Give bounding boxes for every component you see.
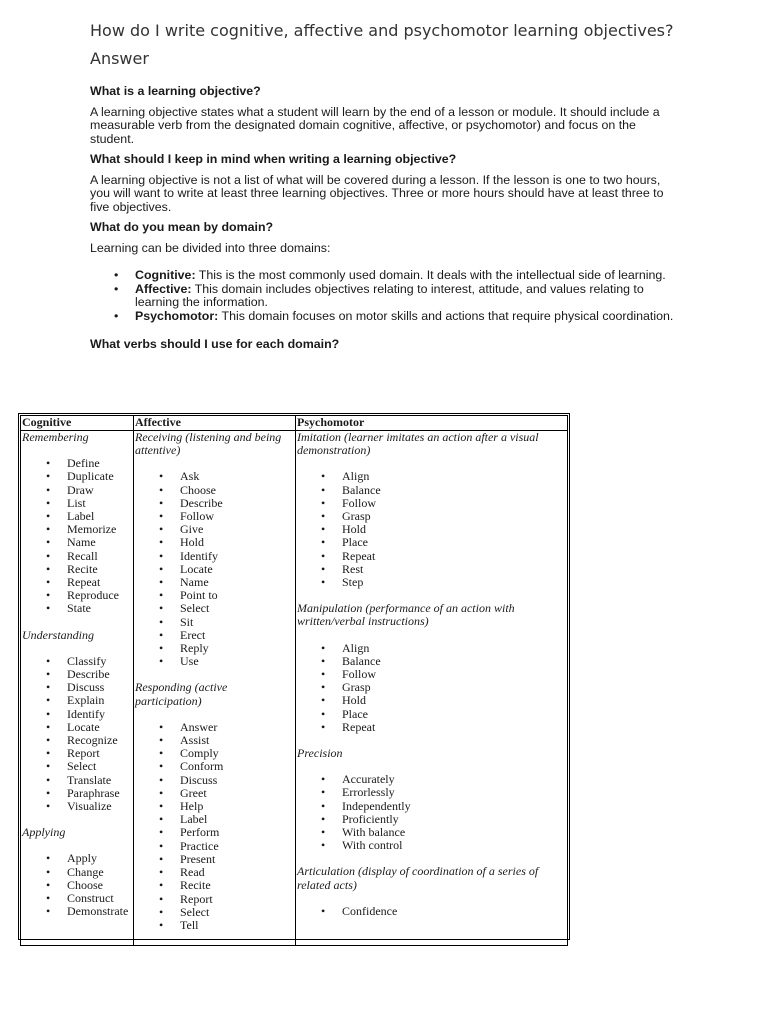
list-item: • Locate: [46, 721, 133, 734]
list-item: • Repeat: [321, 721, 567, 734]
column-header-affective: Affective: [134, 416, 296, 431]
list-item: • List: [46, 497, 133, 510]
list-item: • Hold: [321, 694, 567, 707]
column-header-cognitive: Cognitive: [21, 416, 134, 431]
column-header-psychomotor: Psychomotor: [296, 416, 568, 431]
list-item: • Confidence: [321, 905, 567, 918]
list-item: • Apply: [46, 852, 133, 865]
list-item: • Sit: [159, 616, 295, 629]
list-item: • Describe: [46, 668, 133, 681]
list-item: • Read: [159, 866, 295, 879]
list-item: • Demonstrate: [46, 905, 133, 918]
domain-item-affective: [114, 283, 680, 310]
list-item: • With control: [321, 839, 567, 852]
psychomotor-cell: [296, 431, 568, 946]
list-item: • Reply: [159, 642, 295, 655]
question-keep-in-mind: What should I keep in mind when writing a learning objective?: [90, 152, 457, 166]
list-item: • State: [46, 602, 133, 615]
affective-cell: [134, 431, 296, 946]
list-item: • Follow: [159, 510, 295, 523]
list-item: • Tell: [159, 919, 295, 932]
list-item: • Name: [46, 536, 133, 549]
verb-list: [135, 721, 295, 932]
domain-name: Affective:: [135, 281, 192, 296]
verb-list: [297, 773, 567, 852]
list-item: • Balance: [321, 655, 567, 668]
answer-learning-objective: A learning objective states what a student will learn by the end of a lesson or module. It should include a measurable verb from the designated domain cognitive, affective, or psychomotor) and focus on the student.: [90, 104, 660, 146]
list-item: • Answer: [159, 721, 295, 734]
list-item: • Help: [159, 800, 295, 813]
domain-name: Psychomotor:: [135, 308, 219, 323]
verbs-table: [20, 415, 568, 946]
list-item: • Select: [46, 760, 133, 773]
verb-list: [22, 655, 133, 813]
answer-body: [90, 85, 680, 352]
list-item: • Construct: [46, 892, 133, 905]
verb-category: Remembering: [22, 430, 89, 444]
question-learning-objective: What is a learning objective?: [90, 84, 261, 98]
list-item: • Recite: [159, 879, 295, 892]
list-item: • Balance: [321, 484, 567, 497]
verb-list: [297, 470, 567, 589]
list-item: • Identify: [159, 550, 295, 563]
list-item: • Recite: [46, 563, 133, 576]
list-item: • Conform: [159, 760, 295, 773]
list-item: • Select: [159, 602, 295, 615]
list-item: • Proficiently: [321, 813, 567, 826]
list-item: • Greet: [159, 787, 295, 800]
list-item: • Reproduce: [46, 589, 133, 602]
list-item: • Hold: [321, 523, 567, 536]
list-item: • Hold: [159, 536, 295, 549]
verb-category: Manipulation (performance of an action with written/verbal instructions): [297, 601, 515, 629]
list-item: • Memorize: [46, 523, 133, 536]
verb-category: Understanding: [22, 627, 94, 642]
list-item: • Perform: [159, 826, 295, 839]
list-item: • Practice: [159, 840, 295, 853]
list-item: • Follow: [321, 668, 567, 681]
verb-list: [22, 457, 133, 615]
question-verbs: What verbs should I use for each domain?: [90, 337, 340, 351]
list-item: • Present: [159, 853, 295, 866]
question-domain: What do you mean by domain?: [90, 220, 274, 234]
list-item: • Report: [159, 893, 295, 906]
domain-description: This domain includes objectives relating to interest, attitude, and values relating to learning the information.: [135, 281, 644, 309]
list-item: • Name: [159, 576, 295, 589]
list-item: • Identify: [46, 708, 133, 721]
verb-category: Imitation (learner imitates an action after a visual demonstration): [297, 430, 539, 458]
verb-list: [22, 852, 133, 918]
list-item: • Draw: [46, 484, 133, 497]
list-item: • Step: [321, 576, 567, 589]
list-item: • Discuss: [46, 681, 133, 694]
list-item: • Repeat: [321, 550, 567, 563]
list-item: • Assist: [159, 734, 295, 747]
list-item: • Explain: [46, 694, 133, 707]
list-item: • Follow: [321, 497, 567, 510]
verb-category: Articulation (display of coordination of a series of related acts): [297, 864, 539, 892]
list-item: • Use: [159, 655, 295, 668]
verb-category: Responding (active participation): [135, 680, 228, 708]
document-page: [90, 22, 680, 352]
verb-category: Applying: [22, 825, 66, 840]
answer-keep-in-mind: A learning objective is not a list of what will be covered during a lesson. If the lesson is one to two hours, you will want to write at least three learning objectives. Three or more hours should have at least three to five objectives.: [90, 172, 664, 214]
list-item: • Choose: [159, 484, 295, 497]
list-item: • Align: [321, 470, 567, 483]
list-item: • Comply: [159, 747, 295, 760]
list-item: • Change: [46, 866, 133, 879]
answer-domain-intro: Learning can be divided into three domains:: [90, 240, 331, 255]
list-item: • Choose: [46, 879, 133, 892]
verb-list: [297, 642, 567, 734]
list-item: • Define: [46, 457, 133, 470]
list-item: • Select: [159, 906, 295, 919]
list-item: • With balance: [321, 826, 567, 839]
domain-name: Cognitive:: [135, 268, 196, 282]
list-item: • Label: [159, 813, 295, 826]
list-item: • Point to: [159, 589, 295, 602]
list-item: • Discuss: [159, 774, 295, 787]
domain-item-cognitive: [114, 269, 680, 283]
list-item: • Locate: [159, 563, 295, 576]
domain-item-psychomotor: [114, 310, 680, 324]
list-item: • Align: [321, 642, 567, 655]
list-item: • Translate: [46, 774, 133, 787]
list-item: • Accurately: [321, 773, 567, 786]
domain-description: This is the most commonly used domain. It deals with the intellectual side of learning.: [195, 268, 666, 282]
list-item: • Grasp: [321, 681, 567, 694]
list-item: • Report: [46, 747, 133, 760]
table-header-row: [21, 416, 568, 431]
verb-category: Receiving (listening and being attentive): [135, 430, 282, 458]
list-item: • Recall: [46, 550, 133, 563]
list-item: • Paraphrase: [46, 787, 133, 800]
verbs-table-frame: [18, 413, 570, 940]
table-row: [21, 431, 568, 946]
list-item: • Independently: [321, 800, 567, 813]
domain-description: This domain focuses on motor skills and actions that require physical coordination.: [218, 308, 674, 323]
list-item: • Errorlessly: [321, 786, 567, 799]
cognitive-cell: [21, 431, 134, 946]
page-title: How do I write cognitive, affective and psychomotor learning objectives?: [90, 21, 674, 40]
list-item: • Describe: [159, 497, 295, 510]
verb-category: Precision: [297, 746, 343, 761]
verb-list: [135, 470, 295, 668]
list-item: • Place: [321, 708, 567, 721]
list-item: • Label: [46, 510, 133, 523]
list-item: • Visualize: [46, 800, 133, 813]
list-item: • Give: [159, 523, 295, 536]
list-item: • Repeat: [46, 576, 133, 589]
list-item: • Classify: [46, 655, 133, 668]
list-item: • Rest: [321, 563, 567, 576]
domain-list: [90, 269, 680, 323]
list-item: • Grasp: [321, 510, 567, 523]
list-item: • Ask: [159, 470, 295, 483]
list-item: • Erect: [159, 629, 295, 642]
list-item: • Recognize: [46, 734, 133, 747]
verb-list: [297, 905, 567, 918]
list-item: • Duplicate: [46, 470, 133, 483]
answer-heading: Answer: [90, 49, 149, 68]
list-item: • Place: [321, 536, 567, 549]
